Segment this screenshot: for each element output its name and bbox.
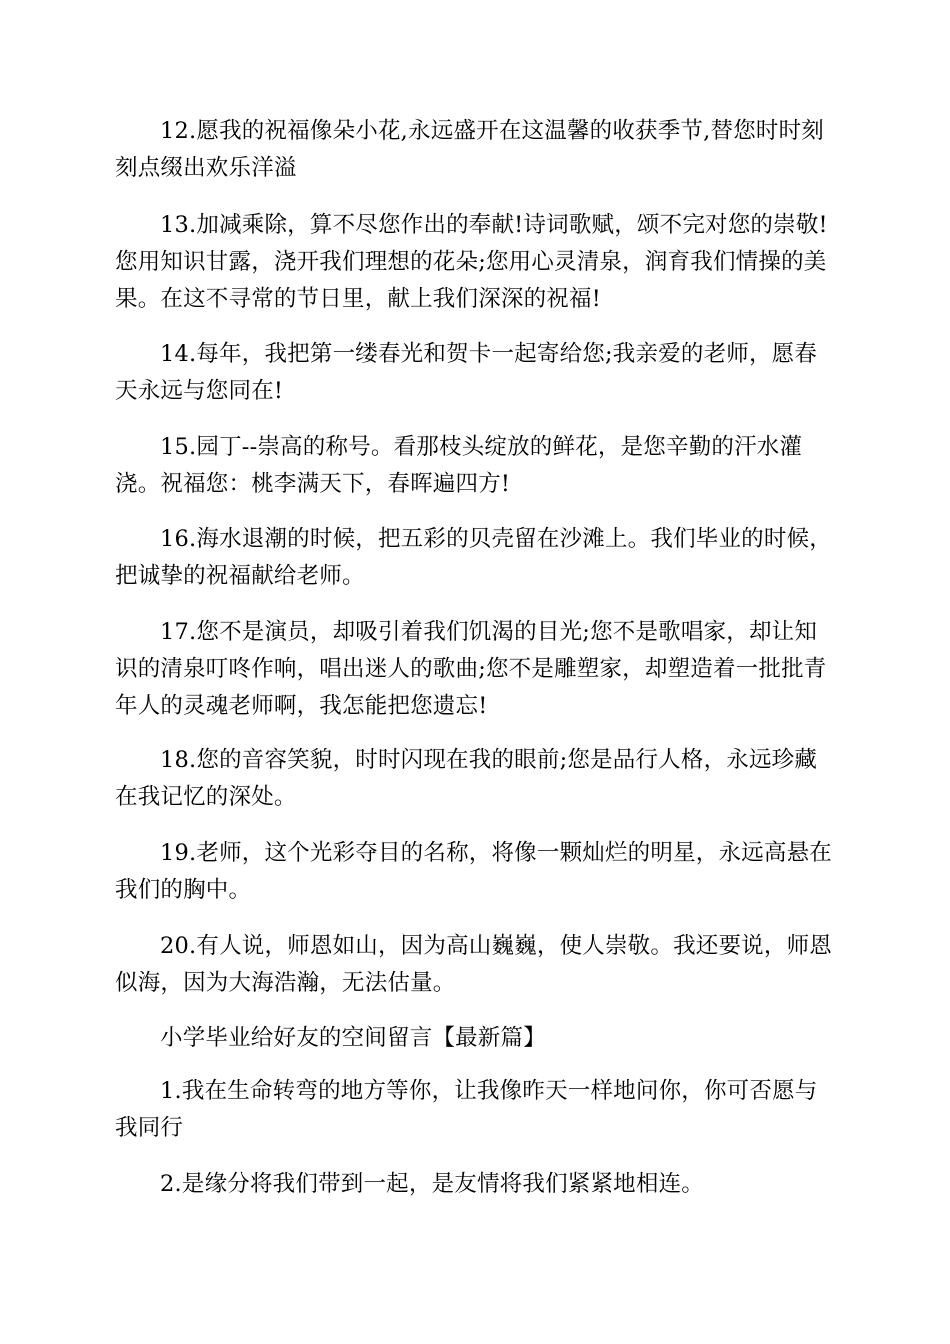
paragraph-wish-13: 13.加减乘除，算不尽您作出的奉献!诗词歌赋，颂不完对您的崇敬!您用知识甘露，浇开我们理想的花朵;您用心灵清泉，润育我们情操的美果。在这不寻常的节日里，献上我们深深的祝福! bbox=[115, 212, 828, 312]
paragraph-wish-18: 18.您的音容笑貌，时时闪现在我的眼前;您是品行人格，永远珍藏在我记忆的深处。 bbox=[115, 747, 818, 810]
paragraph-wish-15: 15.园丁--崇高的称号。看那枝头绽放的鲜花，是您辛勤的汗水灌浇。祝福您：桃李满天下，春晖遍四方! bbox=[115, 434, 803, 497]
paragraph-wish-17: 17.您不是演员，却吸引着我们饥渴的目光;您不是歌唱家，却让知识的清泉叮咚作响，唱出迷人的歌曲;您不是雕塑家，却塑造着一批批青年人的灵魂老师啊，我怎能把您遗忘! bbox=[115, 619, 827, 719]
paragraph-wish-12: 12.愿我的祝福像朵小花,永远盛开在这温馨的收获季节,替您时时刻刻点缀出欢乐洋溢 bbox=[115, 118, 824, 181]
paragraph-wish-16: 16.海水退潮的时候，把五彩的贝壳留在沙滩上。我们毕业的时候，把诚挚的祝福献给老师。 bbox=[115, 526, 832, 589]
paragraph-friend-1: 1.我在生命转弯的地方等你，让我像昨天一样地问你，你可否愿与我同行 bbox=[115, 1078, 818, 1141]
paragraph-friend-2: 2.是缘分将我们带到一起，是友情将我们紧紧地相连。 bbox=[160, 1171, 704, 1197]
section-heading: 小学毕业给好友的空间留言【最新篇】 bbox=[160, 1025, 546, 1051]
paragraph-wish-14: 14.每年，我把第一缕春光和贺卡一起寄给您;我亲爱的老师，愿春天永远与您同在! bbox=[115, 341, 818, 404]
paragraph-wish-20: 20.有人说，师恩如山，因为高山巍巍，使人崇敬。我还要说，师恩似海，因为大海浩瀚，无法估量。 bbox=[115, 933, 832, 996]
paragraph-wish-19: 19.老师，这个光彩夺目的名称，将像一颗灿烂的明星，永远高悬在我们的胸中。 bbox=[115, 840, 832, 903]
